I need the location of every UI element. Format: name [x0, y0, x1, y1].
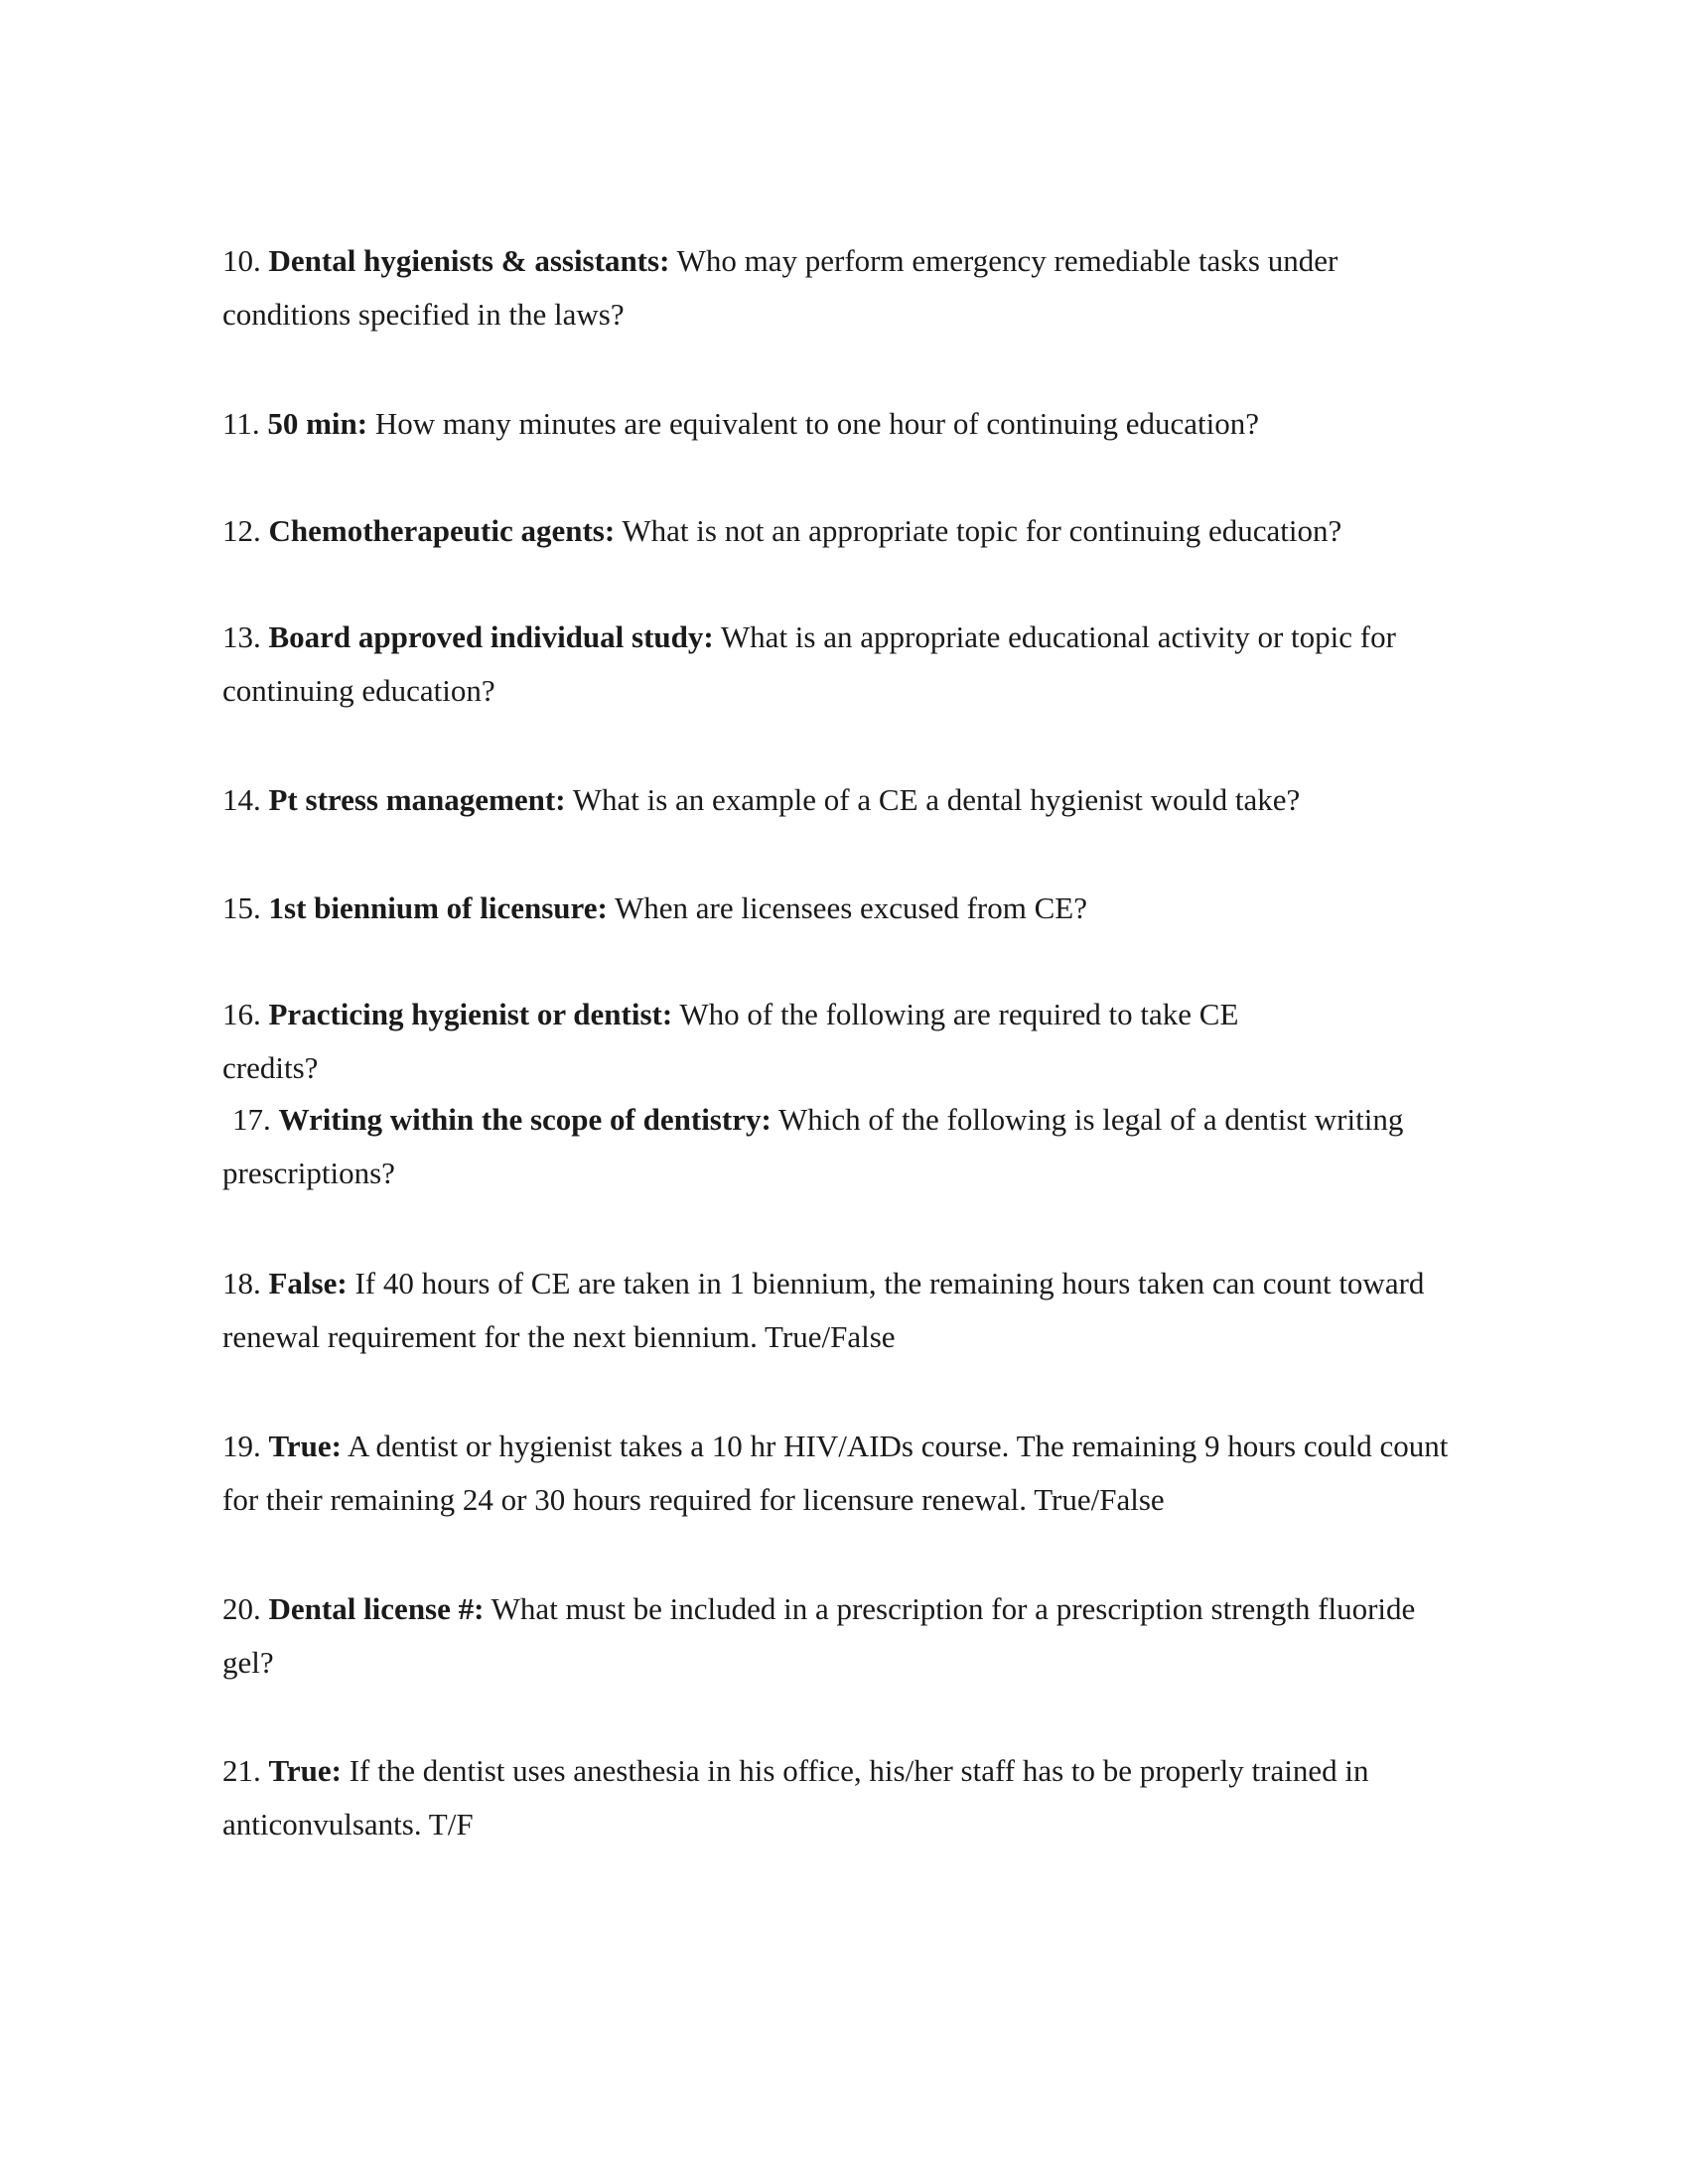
item-number: 15.: [222, 890, 261, 925]
item-question: What must be included in a prescription for a prescription strength fluoride gel?: [222, 1591, 1416, 1680]
item-answer: Practicing hygienist or dentist:: [268, 997, 673, 1031]
item-answer: Dental hygienists & assistants:: [268, 243, 670, 278]
item-number: 13.: [222, 619, 261, 654]
item-question: How many minutes are equivalent to one hour of continuing education?: [374, 406, 1260, 441]
qa-item-13: [222, 611, 1464, 718]
item-question: If 40 hours of CE are taken in 1 biennium, the remaining hours taken can count toward renewal requirement for the next biennium. True/False: [222, 1266, 1425, 1354]
qa-item-16: [222, 988, 1275, 1095]
qa-item-18: [222, 1257, 1464, 1364]
item-question: What is an example of a CE a dental hygienist would take?: [572, 782, 1301, 817]
item-number: 18.: [222, 1266, 261, 1300]
item-answer: True:: [268, 1753, 342, 1788]
item-question: A dentist or hygienist takes a 10 hr HIV/AIDs course. The remaining 9 hours could count for their remaining 24 or 30 hours required for licensure renewal. True/False: [222, 1429, 1449, 1517]
item-answer: Board approved individual study:: [268, 619, 714, 654]
item-question: If the dentist uses anesthesia in his office, his/her staff has to be properly trained in anticonvulsants. T/F: [222, 1753, 1369, 1842]
qa-item-10: [222, 234, 1464, 341]
item-answer: Pt stress management:: [268, 782, 566, 817]
item-question: Who may perform emergency remediable tasks under conditions specified in the laws?: [222, 243, 1338, 332]
item-number: 11.: [222, 406, 260, 441]
item-question: When are licensees excused from CE?: [615, 890, 1087, 925]
item-answer: 50 min:: [267, 406, 368, 441]
item-question: Which of the following is legal of a dentist writing prescriptions?: [222, 1102, 1404, 1190]
qa-item-20: [222, 1582, 1464, 1690]
item-number: 20.: [222, 1591, 261, 1626]
qa-item-19: [222, 1420, 1464, 1527]
item-number: 16.: [222, 997, 261, 1031]
item-answer: Writing within the scope of dentistry:: [278, 1102, 772, 1137]
item-question: What is not an appropriate topic for continuing education?: [622, 513, 1342, 548]
item-number: 19.: [222, 1429, 261, 1463]
item-answer: True:: [268, 1429, 342, 1463]
qa-item-17: [222, 1093, 1464, 1200]
item-number: 12.: [222, 513, 261, 548]
item-question: Who of the following are required to take CE credits?: [222, 997, 1239, 1085]
item-answer: Dental license #:: [268, 1591, 485, 1626]
item-question: What is an appropriate educational activity or topic for continuing education?: [222, 619, 1396, 708]
qa-item-21: [222, 1744, 1464, 1851]
item-number: 10.: [222, 243, 261, 278]
qa-item-14: [222, 773, 1464, 827]
item-answer: False:: [268, 1266, 348, 1300]
qa-item-11: [222, 397, 1464, 451]
qa-item-15: [222, 882, 1464, 935]
qa-item-12: [222, 504, 1464, 558]
item-number: 14.: [222, 782, 261, 817]
item-answer: Chemotherapeutic agents:: [268, 513, 616, 548]
item-number: 17.: [232, 1102, 271, 1137]
item-number: 21.: [222, 1753, 261, 1788]
item-answer: 1st biennium of licensure:: [268, 890, 608, 925]
